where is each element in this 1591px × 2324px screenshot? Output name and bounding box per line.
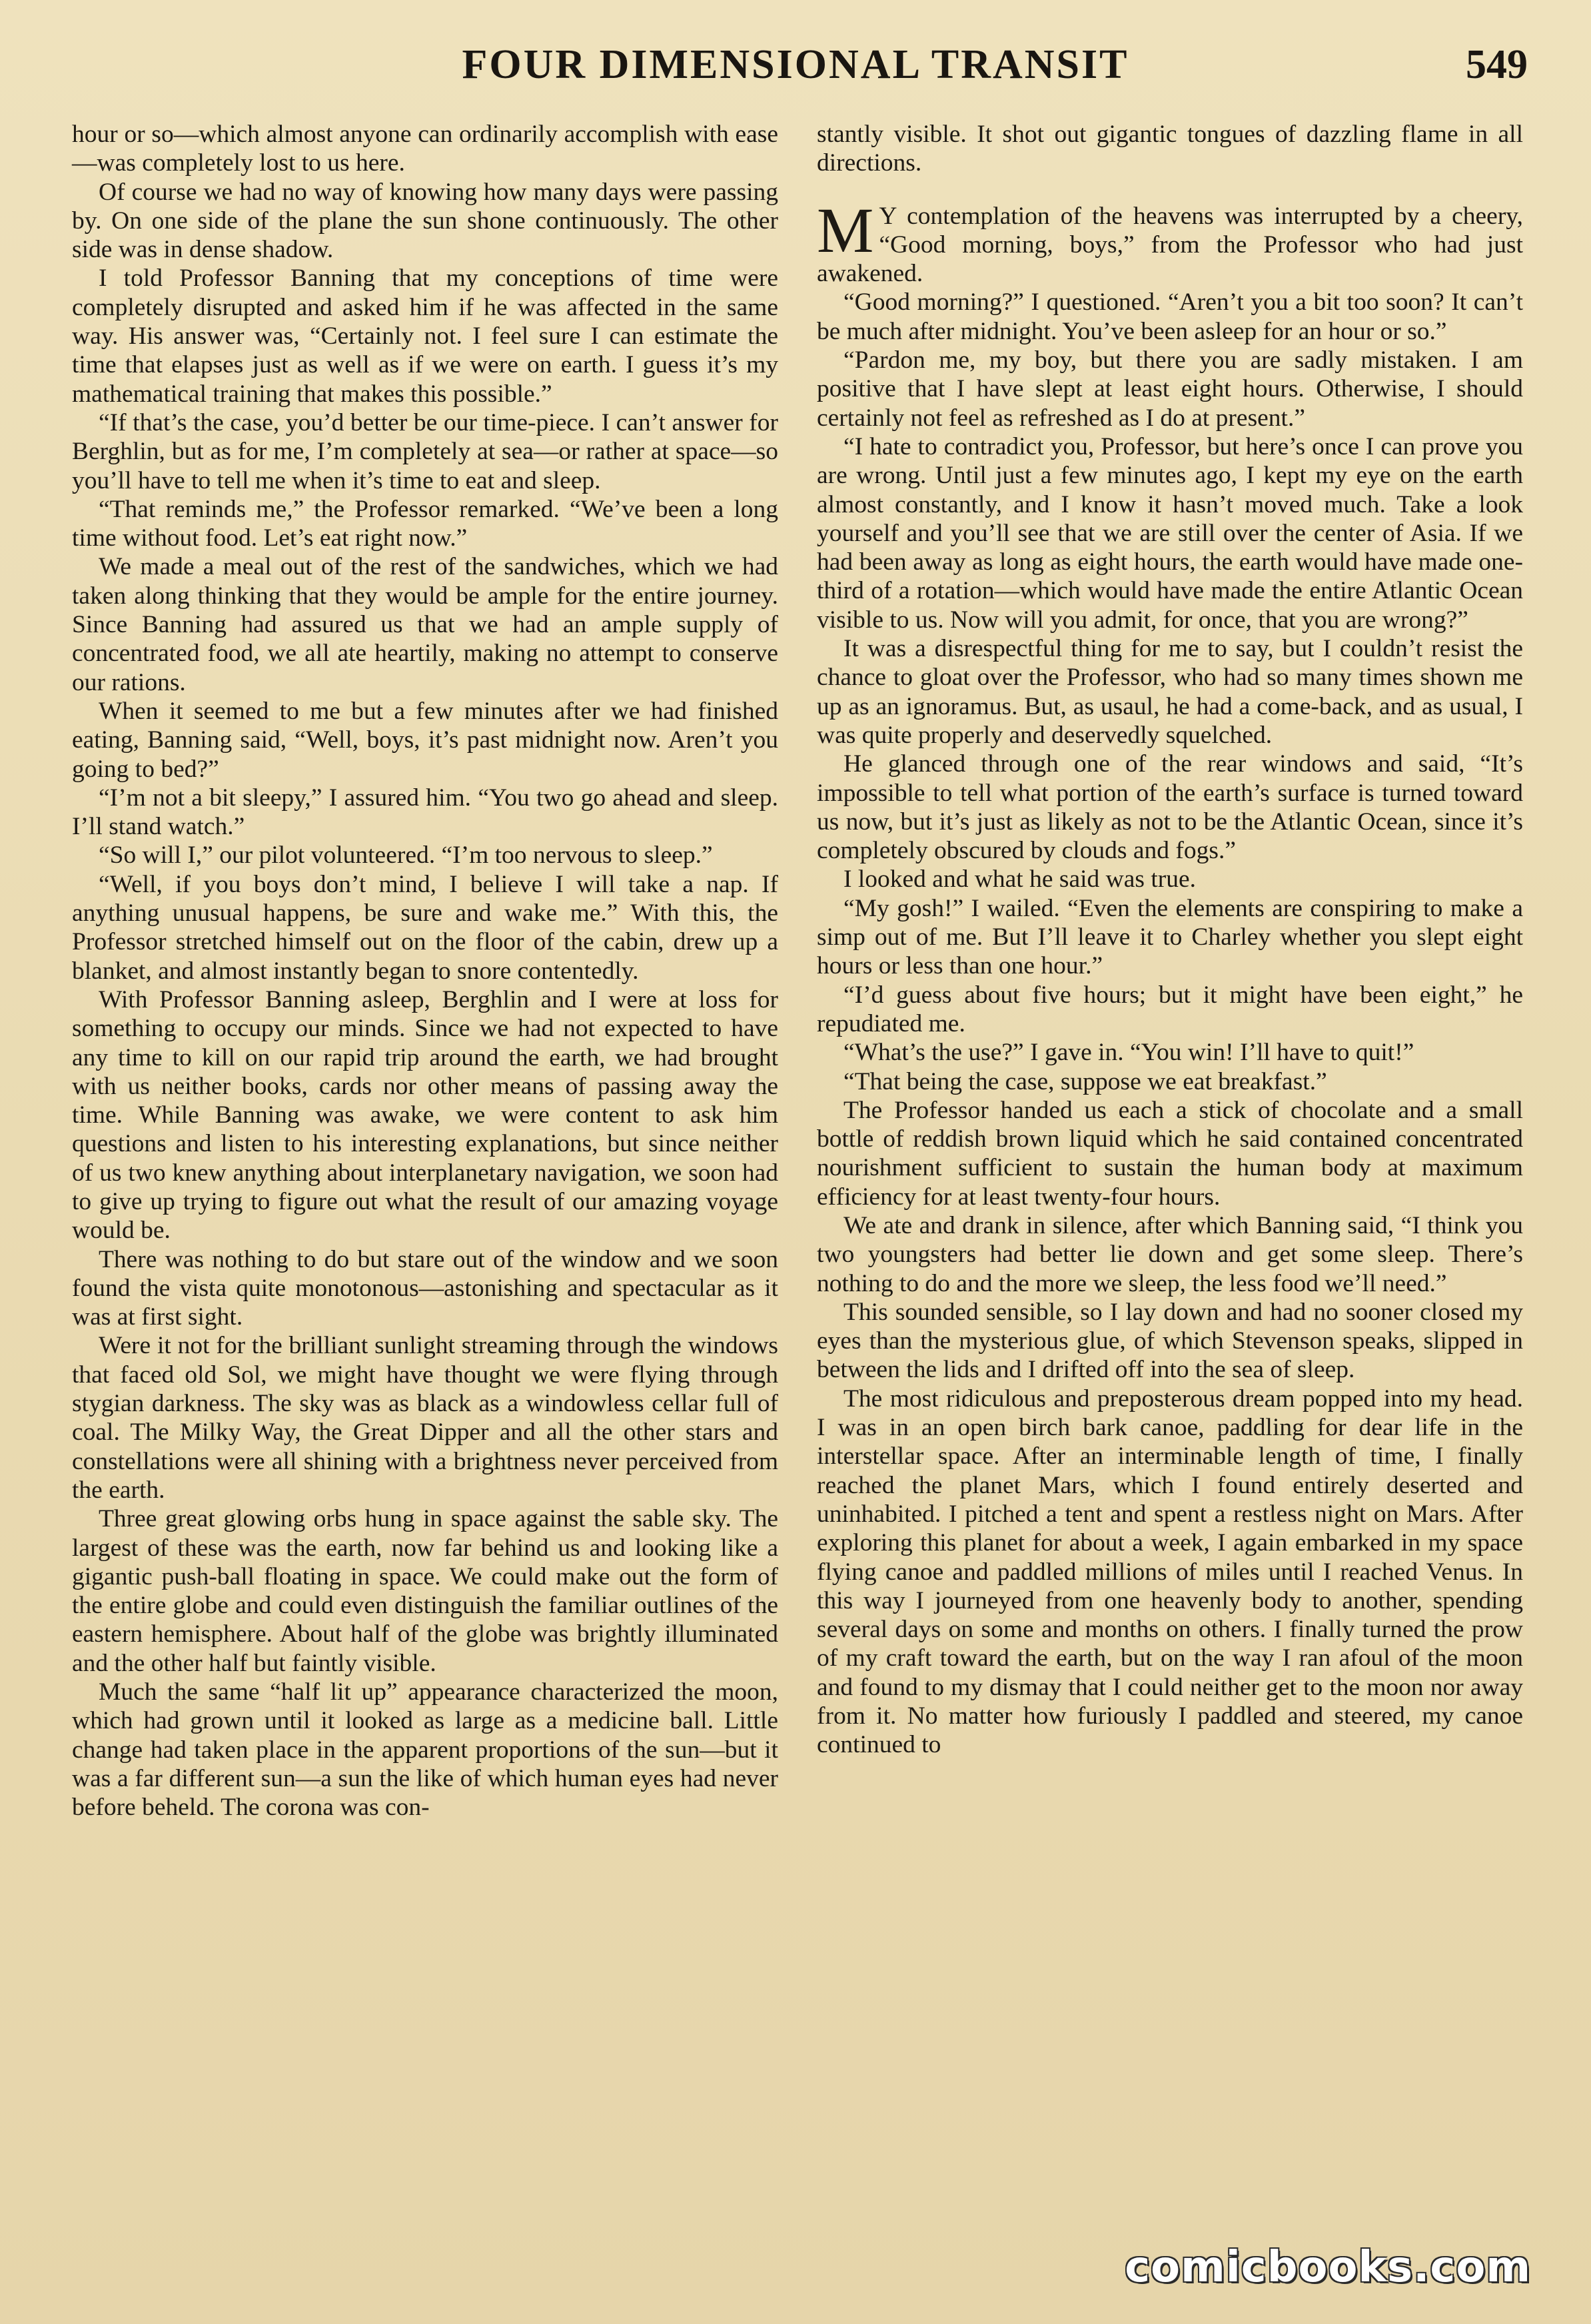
paragraph: I told Professor Banning that my conceptions of time were completely disrupted and asked him if he was affected in the same way. His answer was, “Certainly not. I feel sure I can estimate the time that elapses just as well as if we were on earth. I guess it’s my mathematical training that makes this possible.” [72, 265, 778, 408]
paragraph: The Professor handed us each a stick of chocolate and a small bottle of reddish brown liquid which he said contained concentrated nourishment sufficient to sustain the human body at maximum efficiency for at least twenty-four hours. [817, 1096, 1523, 1211]
page-header [0, 41, 1591, 101]
paragraph: “What’s the use?” I gave in. “You win! I’ll have to quit!” [843, 1039, 1414, 1067]
paragraph: This sounded sensible, so I lay down and had no sooner closed my eyes than the mysterious glue, of which Stevenson speaks, slipped in between the lids and I drifted off into the sea of sleep. [817, 1298, 1523, 1384]
running-title: FOUR DIMENSIONAL TRANSIT [462, 42, 1129, 87]
dropcap-paragraph-text: Y contemplation of the heavens was interrupted by a cheery, “Good morning, boys,” from the Professor who had just awakened. [817, 202, 1523, 288]
section-break [817, 178, 1523, 202]
left-column [72, 120, 778, 1822]
paragraph: “I’m not a bit sleepy,” I assured him. “You two go ahead and sleep. I’ll stand watch.” [72, 784, 778, 841]
paragraph: With Professor Banning asleep, Berghlin and I were at loss for something to occupy our minds. Since we had not expected to have any time to kill on our rapid trip around the earth, we had brought with us neither books, cards nor other means of passing away the time. While Banning was awake, we were content to ask him questions and listen to his interesting explanations, but since neither of us two knew anything about interplanetary navigation, we soon had to give up trying to figure out what the result of our amazing voyage would be. [72, 985, 778, 1245]
paragraph: Were it not for the brilliant sunlight streaming through the windows that faced old Sol, we might have thought we were flying through stygian darkness. The sky was as black as a windowless cellar full of coal. The Milky Way, the Great Dipper and all the other stars and constellations were all shining with a brightness never perceived from the earth. [72, 1332, 778, 1504]
paragraph: The most ridiculous and preposterous dream popped into my head. I was in an open birch bark canoe, paddling for dear life in the interstellar space. After an interminable length of time, I finally reached the planet Mars, which I found entirely deserted and uninhabited. I pitched a tent and spent a restless night on Mars. After exploring this planet for about a week, I again embarked in my space flying canoe and paddled millions of miles until I reached Venus. In this way I journeyed from one heavenly body to another, spending several days on some and months on others. I finally turned the prow of my craft toward the earth, but on the way I ran afoul of the moon and found to my dismay that I could neither get to the moon nor away from it. No matter how furiously I paddled and steered, my canoe continued to [817, 1385, 1523, 1759]
right-column [817, 120, 1523, 1760]
paragraph: He glanced through one of the rear windows and said, “It’s impossible to tell what portion of the earth’s surface is turned toward us now, but it’s just as likely as not to be the Atlantic Ocean, since it’s completely obscured by clouds and fogs.” [817, 750, 1523, 865]
paragraph: I looked and what he said was true. [843, 866, 1197, 893]
site-watermark: comicbooks.com [1125, 2243, 1531, 2292]
paragraph: Much the same “half lit up” appearance characterized the moon, which had grown until it looked as large as a medicine ball. Little change had taken place in the apparent proportions of the sun—but it was a far different sun—a sun the like of which human eyes had never before beheld. The corona was con- [72, 1678, 778, 1822]
paragraph: We made a meal out of the rest of the sandwiches, which we had taken along thinking that they would be ample for the entire journey. Since Banning had assured us that we had an ample supply of concentrated food, we all ate heartily, making no attempt to conserve our rations. [72, 553, 778, 696]
paragraph: “So will I,” our pilot volunteered. “I’m too nervous to sleep.” [99, 842, 713, 870]
paragraph: When it seemed to me but a few minutes after we had finished eating, Banning said, “Well, boys, it’s past midnight now. Aren’t you going to bed?” [72, 697, 778, 783]
paragraph: “I’d guess about five hours; but it might have been eight,” he repudiated me. [817, 981, 1523, 1037]
paragraph: “Well, if you boys don’t mind, I believe I will take a nap. If anything unusual happens, be sure and wake me.” With this, the Professor stretched himself out on the floor of the cabin, drew up a blanket, and almost instantly began to snore contentedly. [72, 870, 778, 985]
paragraph: stantly visible. It shot out gigantic tongues of dazzling flame in all directions. [817, 121, 1523, 177]
paragraph: “If that’s the case, you’d better be our time-piece. I can’t answer for Berghlin, but as for me, I’m completely at sea—or rather at space—so you’ll have to tell me when it’s time to eat and sleep. [72, 408, 778, 494]
paragraph: “I hate to contradict you, Professor, but here’s once I can prove you are wrong. Until just a few minutes ago, I kept my eye on the earth almost constantly, and I know it hasn’t moved much. Take a look yourself and you’ll see that we are still over the center of Asia. If we had been away as long as eight hours, the earth would have made one-third of a rotation—which would have made the entire Atlantic Ocean visible to us. Now will you admit, for once, that you are wrong?” [817, 432, 1523, 634]
paragraph: “Good morning?” I questioned. “Aren’t you a bit too soon? It can’t be much after midnight. You’ve been asleep for an hour or so.” [817, 289, 1523, 345]
page-number: 549 [1466, 42, 1528, 87]
paragraph: “Pardon me, my boy, but there you are sadly mistaken. I am positive that I have slept at least eight hours. Otherwise, I should certainly not feel as refreshed as I do at present.” [817, 346, 1523, 432]
paragraph: Three great glowing orbs hung in space against the sable sky. The largest of these was the earth, now far behind us and looking like a gigantic push-ball floating in space. We could make out the form of the entire globe and could even distinguish the familiar outlines of the eastern hemisphere. About half of the globe was brightly illuminated and the other half but faintly visible. [72, 1505, 778, 1677]
paragraph: It was a disrespectful thing for me to say, but I couldn’t resist the chance to gloat over the Professor, who had so many times shown me up as an ignoramus. But, as usaul, he had a come-back, and as usual, I was quite properly and deservedly squelched. [817, 635, 1523, 749]
paragraph: “That being the case, suppose we eat breakfast.” [843, 1067, 1327, 1095]
paragraph: “That reminds me,” the Professor remarked. “We’ve been a long time without food. Let’s eat right now.” [72, 495, 778, 552]
paragraph: There was nothing to do but stare out of the window and we soon found the vista quite monotonous—astonishing and spectacular as it was at first sight. [72, 1245, 778, 1331]
paragraph: We ate and drank in silence, after which Banning said, “I think you two youngsters had better lie down and get some sleep. There’s nothing to do and the more we sleep, the less food we’ll need.” [817, 1211, 1523, 1297]
paragraph: hour or so—which almost anyone can ordinarily accomplish with ease—was completely lost to us here. [72, 121, 778, 177]
drop-cap: M [817, 194, 874, 266]
paragraph: Of course we had no way of knowing how many days were passing by. On one side of the plane the sun shone continuously. The other side was in dense shadow. [72, 178, 778, 264]
dropcap-paragraph [817, 194, 1523, 289]
paragraph: “My gosh!” I wailed. “Even the elements are conspiring to make a simp out of me. But I’ll leave it to Charley whether you slept eight hours or less than one hour.” [817, 894, 1523, 980]
